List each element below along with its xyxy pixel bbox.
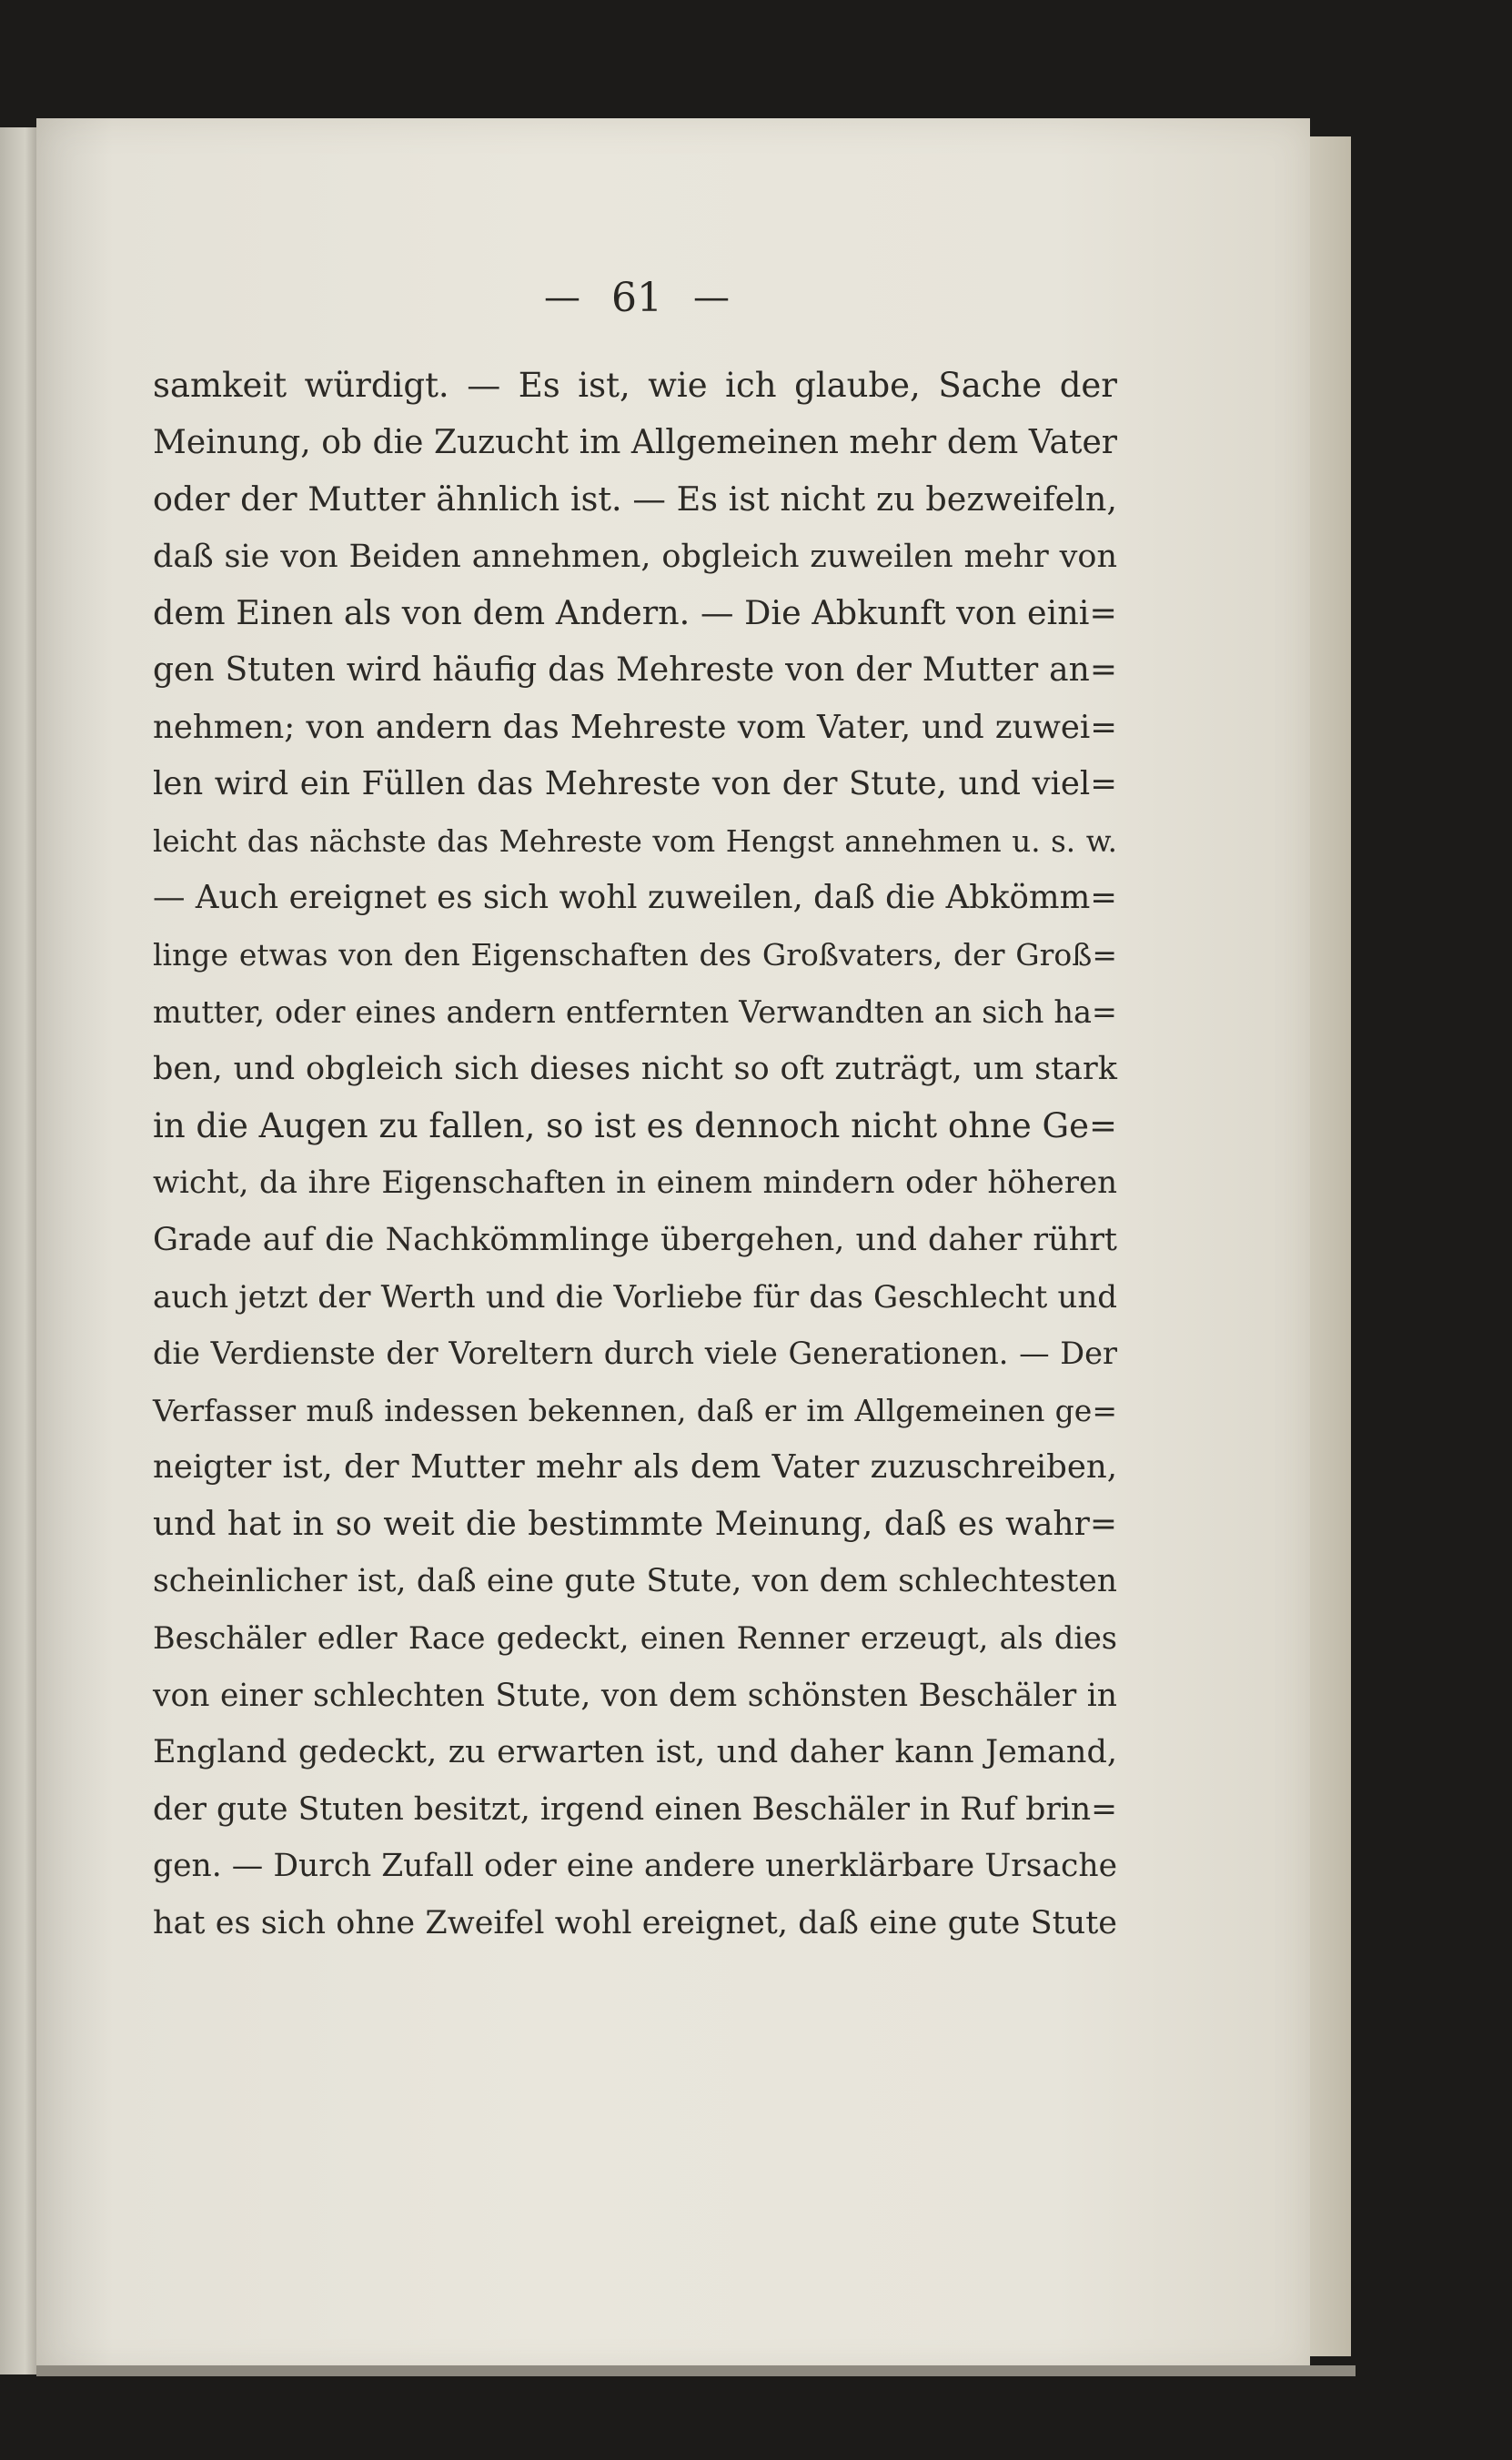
header-left-dash: — (544, 277, 580, 318)
text-line: und hat in so weit die bestimmte Meinung, daß es wahr= (153, 1505, 1117, 1543)
text-line: daß sie von Beiden annehmen, obgleich zuweilen mehr von (153, 538, 1117, 575)
text-line: Grade auf die Nachkömmlinge übergehen, und daher rührt (153, 1221, 1117, 1258)
text-line: len wird ein Füllen das Mehreste von der Stute, und viel= (153, 765, 1117, 803)
body-text (153, 358, 1117, 1952)
text-line: neigter ist, der Mutter mehr als dem Vater zuzuschreiben, (153, 1448, 1117, 1487)
text-line: auch jetzt der Werth und die Vorliebe für das Geschlecht und (153, 1278, 1117, 1316)
text-line: oder der Mutter ähnlich ist. — Es ist nicht zu bezweifeln, (153, 479, 1117, 519)
text-line: Verfasser muß indessen bekennen, daß er im Allgemeinen ge= (153, 1392, 1117, 1428)
text-line: Beschäler edler Race gedeckt, einen Renner erzeugt, als dies (153, 1620, 1117, 1657)
page-bottom-edge (36, 2365, 1356, 2376)
text-line: ben, und obgleich sich dieses nicht so oft zuträgt, um stark (153, 1051, 1117, 1088)
text-line: in die Augen zu fallen, so ist es dennoch nicht ohne Ge= (153, 1105, 1117, 1145)
text-line: der gute Stuten besitzt, irgend einen Beschäler in Ruf brin= (153, 1790, 1117, 1828)
text-line: leicht das nächste das Mehreste vom Hengst annehmen u. s. w. (153, 823, 1117, 859)
header-right-dash: — (693, 277, 730, 318)
text-line: gen. — Durch Zufall oder eine andere unerklärbare Ursache (153, 1848, 1117, 1885)
text-line: die Verdienste der Voreltern durch viele Generationen. — Der (153, 1336, 1117, 1372)
text-line: linge etwas von den Eigenschaften des Großvaters, der Groß= (153, 936, 1117, 973)
text-line: — Auch ereignet es sich wohl zuweilen, daß die Abkömm= (153, 879, 1117, 917)
text-line: nehmen; von andern das Mehreste vom Vater, und zuwei= (153, 708, 1117, 746)
page-header (505, 266, 769, 329)
text-line: scheinlicher ist, daß eine gute Stute, von dem schlechtesten (153, 1563, 1117, 1600)
page-number: 61 (611, 274, 662, 321)
text-line: England gedeckt, zu erwarten ist, und daher kann Jemand, (153, 1734, 1117, 1771)
text-line: gen Stuten wird häufig das Mehreste von der Mutter an= (153, 650, 1117, 689)
text-line: mutter, oder eines andern entfernten Verwandten an sich ha= (153, 993, 1117, 1030)
text-line: dem Einen als von dem Andern. — Die Abkunft von eini= (153, 593, 1117, 633)
text-line: samkeit würdigt. — Es ist, wie ich glaube, Sache der (153, 366, 1117, 405)
text-line: von einer schlechten Stute, von dem schönsten Beschäler in (153, 1677, 1117, 1714)
text-line: Meinung, ob die Zuzucht im Allgemeinen mehr dem Vater (153, 423, 1117, 461)
text-line: hat es sich ohne Zweifel wohl ereignet, daß eine gute Stute (153, 1905, 1117, 1942)
text-line: wicht, da ihre Eigenschaften in einem mindern oder höheren (153, 1164, 1117, 1202)
